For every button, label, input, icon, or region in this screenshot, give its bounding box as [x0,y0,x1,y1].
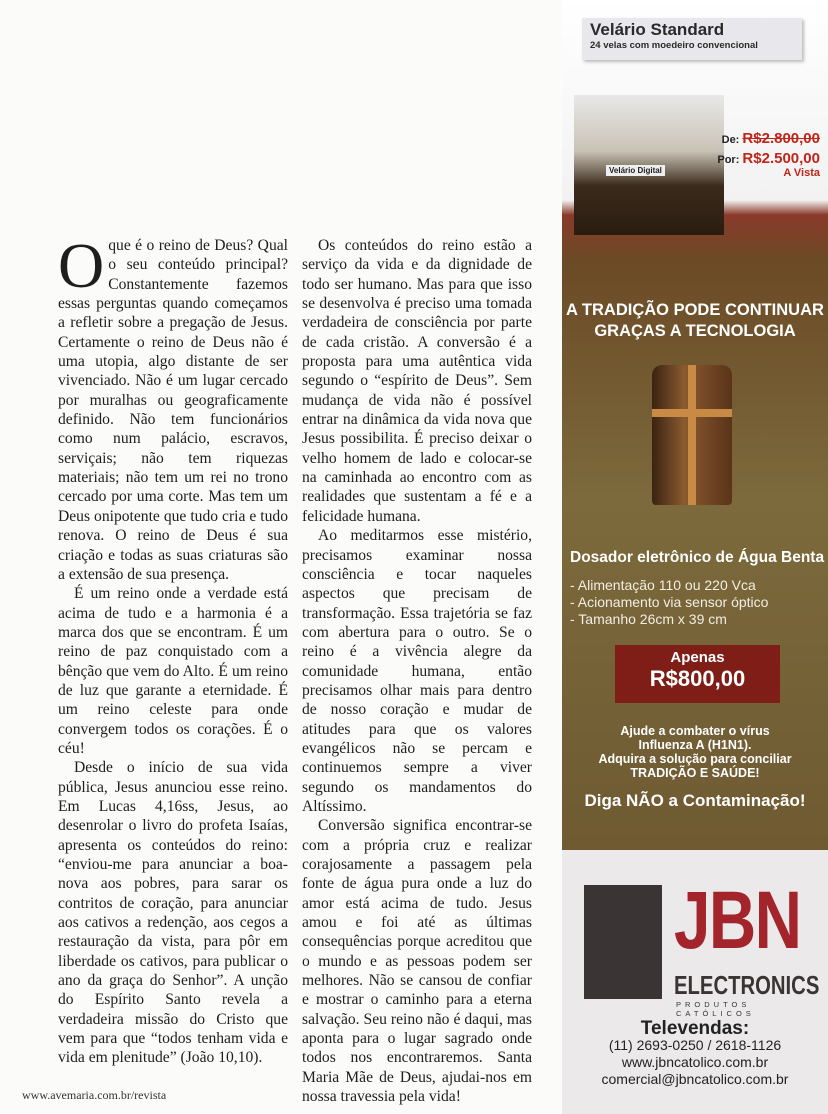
ad-slogan: Diga NÃO a Contaminação! [584,791,806,810]
jbn-ad [562,850,828,1114]
logo-tagline: PRODUTOS CATÓLICOS [676,1000,755,1018]
paragraph: Desde o início de sua vida pública, Jesus anunciou esse reino. Em Lucas 4,16ss, Jesus, ao desenrolar o livro do profeta Isaías, apresenta os conteúdos do reino: “enviou-me para anunciar a boa-nova aos pobres, para sarar os contritos de coração, para anunciar aos cativos a redenção, aos cegos a restauração da vista, para pôr em liberdade os cativos, para publicar o ano da graça do Senhor”. A unção do Espírito Santo revela a verdadeira missão do Cristo que vem para que “todos tenham vida e vida em plenitude” (João 10,10). [58,759,288,1067]
ad-subtitle: 24 velas com moedeiro convencional [590,40,758,51]
product-specs: - Alimentação 110 ou 220 Vca - Acionamento via sensor óptico - Tamanho 26cm x 39 cm [570,577,769,627]
candle-logo-icon [584,885,662,999]
jbn-logo: JBN [674,875,801,966]
ad-title: Velário Standard [590,20,725,39]
product-label: Velário Digital [606,165,665,176]
website-link[interactable]: www.jbncatolico.com.br [621,1054,769,1070]
old-price: De: R$2.800,00 [721,130,820,147]
paragraph: É um reino onde a verdade está acima de tudo e a harmonia é a marca dos que se encontram. É um reino de paz conquistado com a bênção que vem do Alto. É um reino de luz que garante a eternidade. É um reino celeste para onde convergem todos os corações. É o céu! [58,585,288,757]
product-title: Dosador eletrônico de Água Benta [570,549,825,566]
new-price: Por: R$2.500,00 A Vista [717,150,820,179]
ad-message: Ajude a combater o vírus Influenza A (H1N1). Adquira a solução para conciliar TRADIÇÃO E SAÚDE! [598,724,792,780]
article-column-1 [58,230,288,1068]
paragraph: que é o reino de Deus? Qual o seu conteúdo principal? Constantemente fazemos essas perguntas quando começamos a refletir sobre a pregação de Jesus. Certamente o reino de Deus não é uma utopia, algo distante de ser vivenciado. Não é um lugar cercado por muralhas ou geograficamente definido. Não tem funcionários como num palácio, escravos, serviçais; não tem riquezas materiais; não tem um rei no trono cercado por uma corte. Mas tem um Deus onipotente que tudo cria e tudo renova. O reino de Deus é sua criação e todas as suas criaturas são a extensão de sua presença. [58,237,288,583]
drop-cap: O [58,230,105,301]
ad-banner: A TRADIÇÃO PODE CONTINUAR GRAÇAS A TECNOLOGIA [566,301,824,340]
logo-subtitle: ELECTRONICS [674,970,820,1000]
holy-water-dispenser-image [652,365,732,505]
phones: (11) 2693-0250 / 2618-1126 [608,1037,782,1053]
paragraph: Ao meditarmos esse mistério, precisamos examinar nossa consciência e tocar naqueles aspectos que precisam de transformação. Essa trajetória se faz com abertura para o outro. Se o reino é a vivência alegre da comunidade humana, então precisamos olhar mais para dentro de nosso coração e mudar de atitudes para que os valores evangélicos não se percam e continuemos sempre a viver segundo os mandamentos do Altíssimo. [302,527,532,815]
velario-ad [562,0,828,850]
price-box: Apenas R$800,00 [615,645,780,703]
paragraph: Os conteúdos do reino estão a serviço da vida e da dignidade de todo ser humano. Mas para que isso se desenvolva é preciso uma tomada verdadeira de consciência por parte de cada cristão. A conversão é a proposta para uma autêntica vida segundo o “espírito de Deus”. Sem mudança de vida não é possível entrar na dinâmica da vida nova que Jesus possibilita. É preciso deixar o velho homem de lado e colocar-se na caminhada ao encontro com as realidades que sustentam a fé e a felicidade humana. [302,237,532,525]
paragraph: Conversão significa encontrar-se com a própria cruz e realizar corajosamente a passagem pela fonte de água pura onde a luz do amor está acima de tudo. Jesus amou e foi até as últimas consequências porque acreditou que o mundo e as pessoas podem ser melhores. Não se cansou de confiar e mostrar o caminho para a eterna salvação. Seu reino não é daqui, mas aponta para o lugar sagrado onde todos nos encontraremos. Santa Maria Mãe de Deus, ajudai-nos em nossa travessia pela vida! [302,817,532,1106]
ad-title-box [582,18,802,60]
email-link[interactable]: comercial@jbncatolico.com.br [601,1071,789,1087]
velario-product-image [574,95,724,235]
footer-url[interactable]: www.avemaria.com.br/revista [22,1088,167,1102]
article-column-2 [302,236,532,1106]
contact-info: Televendas: (11) 2693-0250 / 2618-1126 www.jbncatolico.com.br comercial@jbncatolico.com.br [562,1020,828,1088]
